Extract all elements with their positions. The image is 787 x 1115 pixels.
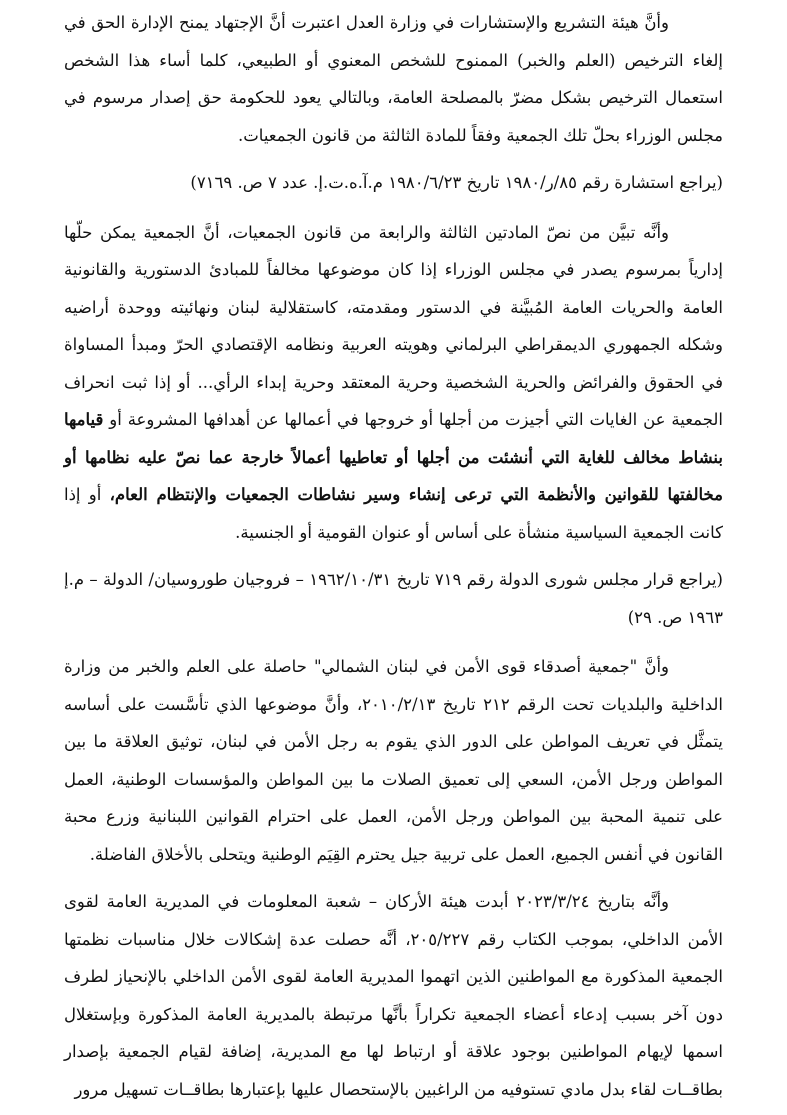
reference-council-decision: (يراجع قرار مجلس شورى الدولة رقم ٧١٩ تاريخ ١٩٦٢/١٠/٣١ – فروجيان طوروسيان/ الدولة – م.إ ١٩٦٣ ص. ٢٩) (64, 570, 723, 627)
reference-consultation: (يراجع استشارة رقم ٨٥/ر/١٩٨٠ تاريخ ١٩٨٠/٦/٢٣ م.آ.ه.ت.إ. عدد ٧ ص. ٧١٦٩) (190, 173, 723, 192)
paragraph-association-dissolution (64, 214, 723, 552)
paragraph-text: أو إذا كانت الجمعية السياسية منشأة على أساس أو عنوان القومية أو الجنسية. (64, 485, 723, 542)
paragraph-legislation-opinion: وأنَّ هيئة التشريع والإستشارات في وزارة العدل اعتبرت أنَّ الإجتهاد يمنح الإدارة الحق في إلغاء الترخيص (العلم والخبر) الممنوح للشخص المعنوي أو الطبيعي، كلما أساء هذا الشخص استعمال الترخيص بشكل مضرّ بالمصلحة العامة، وبالتالي يعود للحكومة حق إصدار مرسوم في مجلس الوزراء بحلّ تلك الجمعية وفقاً للمادة الثالثة من قانون الجمعيات. (64, 13, 723, 145)
paragraph-association-objectives: وأنَّ "جمعية أصدقاء قوى الأمن في لبنان الشمالي" حاصلة على العلم والخبر من وزارة الداخلية والبلديات تحت الرقم ٢١٢ تاريخ ٢٠١٠/٢/١٣، وأنَّ موضوعها الذي تأسَّست على أساسه يتمثَّل في تعريف المواطن على الدور الذي يقوم به رجل الأمن في لبنان، توثيق العلاقة ما بين المواطن ورجل الأمن، السعي إلى تعميق الصلات ما بين المواطن والمؤسسات الوطنية، العمل على تنمية المحبة بين المواطن ورجل الأمن، العمل على احترام القوانين اللبنانية وزرع محبة القانون في أنفس الجميع، العمل على تربية جيل يحترم القِيَم الوطنية ويتحلى بالأخلاق الفاضلة. (64, 657, 724, 864)
paragraph-security-report: وأنَّه بتاريخ ٢٠٢٣/٣/٢٤ أبدت هيئة الأركان – شعبة المعلومات في المديرية العامة لقوى الأمن الداخلي، بموجب الكتاب رقم ٢٠٥/٢٢٧، أنَّه حصلت عدة إشكالات خلال مناسبات نظمتها الجمعية المذكورة مع المواطنين الذين اتهموا المديرية العامة لقوى الأمن الداخلي بالإنحياز لطرف دون آخر بسبب إدعاء أعضاء الجمعية تكراراً بأنَّها مرتبطة بالمديرية العامة المذكورة وبإستغلال اسمها لإيهام المواطنين بوجود علاقة أو ارتباط لها مع المديرية، إضافة لقيام الجمعية بإصدار بطاقــات لقاء بدل مادي تستوفيه من الراغبين بالإستحصال عليها بإعتبارها بطاقــات تسهيل مرور (64, 892, 723, 1099)
paragraph-text: وأنَّه تبيَّن من نصّ المادتين الثالثة والرابعة من قانون الجمعيات، أنَّ الجمعية يمكن حلّها إدارياً بمرسوم يصدر في مجلس الوزراء إذا كان موضوعها مخالفاً للمبادئ الدستورية والقانونية العامة والحريات العامة المُبيَّنة في الدستور ومقدمته، كاستقلالية لبنان ونهائيته ووحدة أراضيه وشكله الجمهوري الديمقراطي البرلماني وهويته العربية ونظامه الإقتصادي الحرّ ومبدأ المساواة في الحقوق والفرائض والحرية الشخصية وحرية المعتقد وحرية إبداء الرأي... أو إذا ثبت انحراف الجمعية عن الغايات التي أجيزت من أجلها أو خروجها في أعمالها عن أهدافها المشروعة أو (64, 222, 723, 429)
bold-emphasis-text: قيامها بنشاط مخالف للغاية التي أنشئت من أجلها أو تعاطيها أعمالاً خارجة عما نصّ عليه نظامها أو مخالفتها للقوانين والأنظمة التي ترعى إنشاء وسير نشاطات الجمعيات والإنتظام العام، (64, 410, 724, 504)
